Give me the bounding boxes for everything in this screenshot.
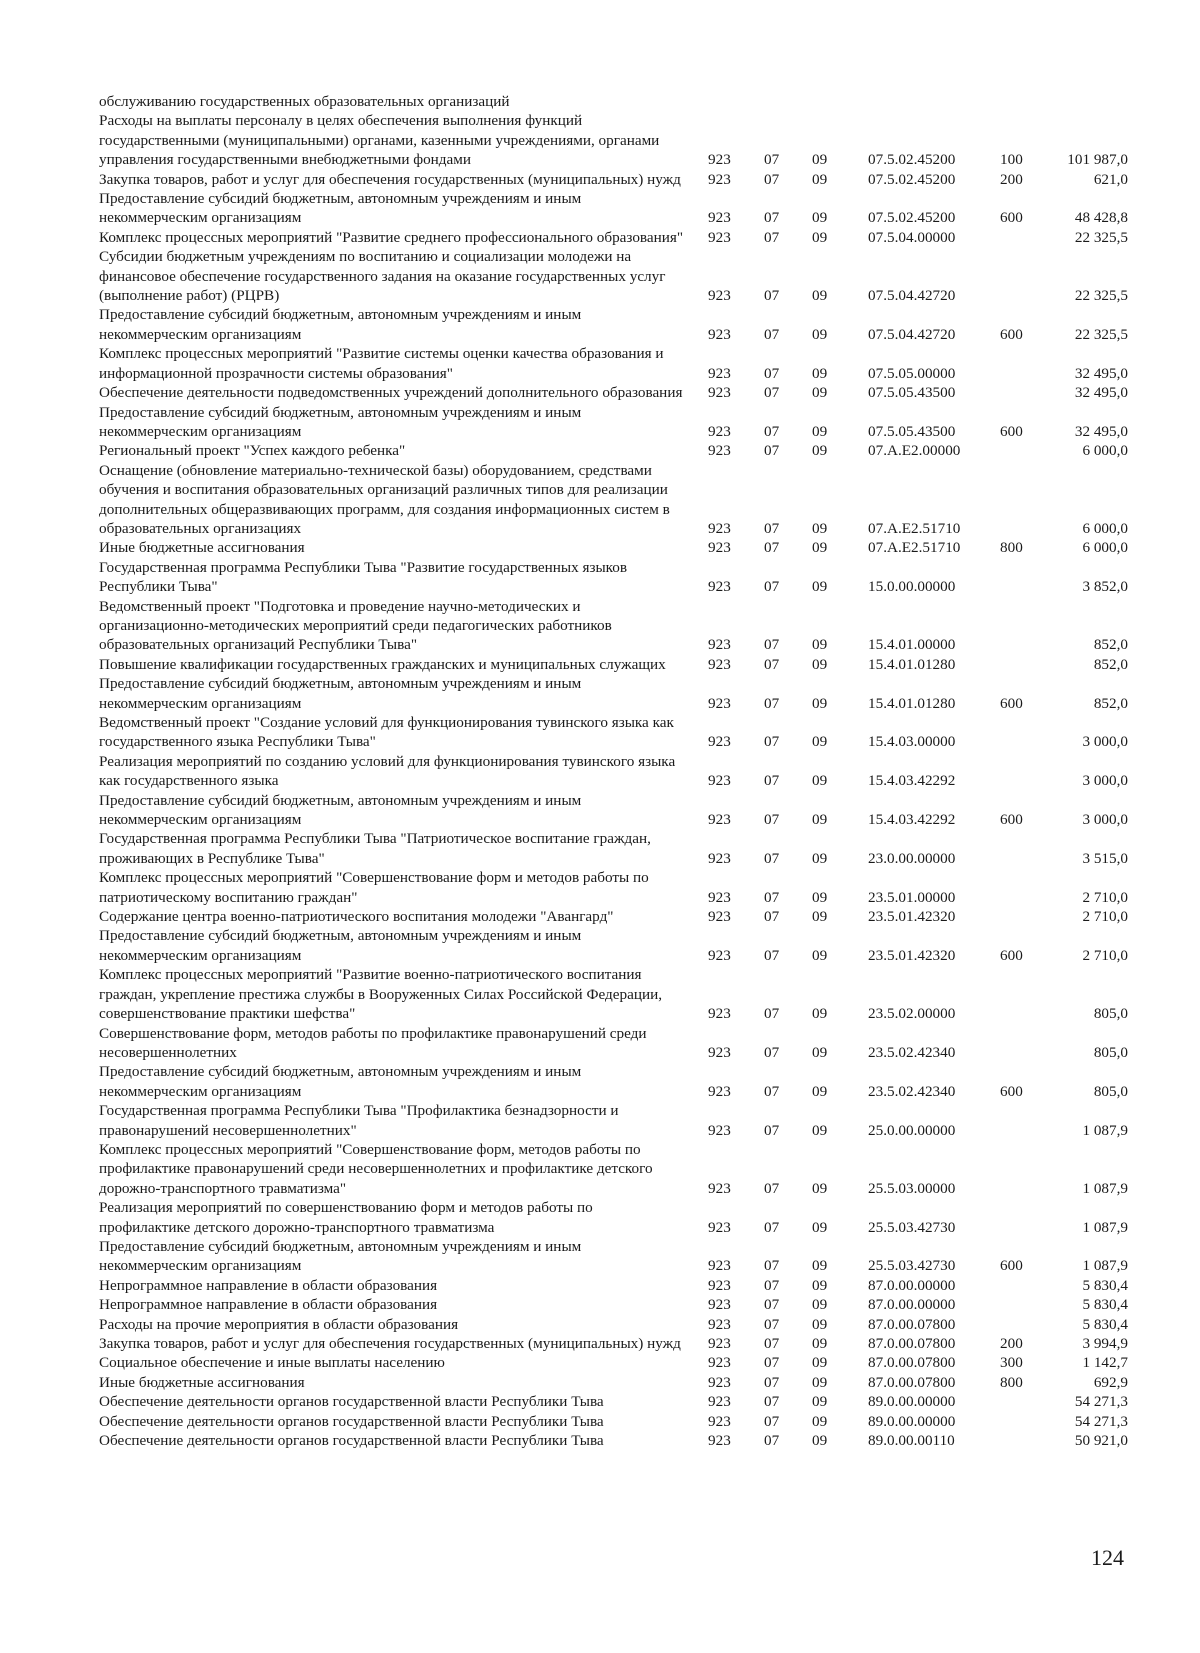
amount: 32 495,0 xyxy=(1074,384,1128,402)
amount: 2 710,0 xyxy=(1082,888,1128,906)
table-row xyxy=(0,228,1200,247)
subsection-code: 09 xyxy=(812,422,828,440)
target-article-code: 23.5.02.00000 xyxy=(868,1005,956,1023)
expense-type-code: 600 xyxy=(1000,811,1023,829)
expense-name: Повышение квалификации государственных гражданских и муниципальных служащих xyxy=(99,655,666,673)
expense-type-code: 600 xyxy=(1000,694,1023,712)
ministry-code: 923 xyxy=(708,1276,731,1294)
subsection-code: 09 xyxy=(812,733,828,751)
expense-name: Иные бюджетные ассигнования xyxy=(99,1373,305,1391)
subsection-code: 09 xyxy=(812,364,828,382)
expense-name: Предоставление субсидий бюджетным, автономным учреждениям и иным некоммерческим организациям xyxy=(99,791,582,829)
target-article-code: 23.5.02.42340 xyxy=(868,1043,956,1061)
expense-name: Ведомственный проект "Создание условий для функционирования тувинского языка как государственного языка Республики Тыва" xyxy=(99,714,674,751)
table-row xyxy=(0,926,1200,965)
subsection-code: 09 xyxy=(812,946,828,964)
target-article-code: 15.4.01.01280 xyxy=(868,655,956,673)
target-article-code: 07.А.Е2.51710 xyxy=(868,539,961,557)
section-code: 07 xyxy=(764,539,780,557)
amount: 1 087,9 xyxy=(1082,1179,1128,1197)
subsection-code: 09 xyxy=(812,1373,828,1391)
section-code: 07 xyxy=(764,364,780,382)
amount: 3 000,0 xyxy=(1082,811,1128,829)
amount: 852,0 xyxy=(1093,655,1128,673)
amount: 6 000,0 xyxy=(1082,442,1128,460)
ministry-code: 923 xyxy=(708,1218,731,1236)
amount: 48 428,8 xyxy=(1074,209,1128,227)
amount: 6 000,0 xyxy=(1082,519,1128,537)
amount: 5 830,4 xyxy=(1082,1296,1128,1314)
ministry-code: 923 xyxy=(708,655,731,673)
subsection-code: 09 xyxy=(812,1082,828,1100)
expense-type-code: 600 xyxy=(1000,325,1023,343)
section-code: 07 xyxy=(764,170,780,188)
table-row xyxy=(0,383,1200,402)
amount: 1 087,9 xyxy=(1082,1218,1128,1236)
expense-type-code: 200 xyxy=(1000,170,1023,188)
expense-type-code: 800 xyxy=(1000,1373,1023,1391)
amount: 2 710,0 xyxy=(1082,946,1128,964)
amount: 621,0 xyxy=(1093,170,1128,188)
subsection-code: 09 xyxy=(812,1005,828,1023)
target-article-code: 87.0.00.00000 xyxy=(868,1296,956,1314)
expense-type-code: 600 xyxy=(1000,1082,1023,1100)
expense-name: Комплекс процессных мероприятий "Развитие военно-патриотического воспитания граждан, укрепление престижа службы в Вооруженных Силах Российской Федерации, совершенствование практики шефства" xyxy=(99,966,662,1023)
table-row xyxy=(0,1334,1200,1353)
ministry-code: 923 xyxy=(708,1373,731,1391)
expense-name: Обеспечение деятельности подведомственных учреждений дополнительного образования xyxy=(99,384,683,402)
subsection-code: 09 xyxy=(812,1043,828,1061)
subsection-code: 09 xyxy=(812,1218,828,1236)
table-row xyxy=(0,1295,1200,1314)
expense-name: Субсидии бюджетным учреждениям по воспитанию и социализации молодежи на финансовое обеспечение государственного задания на оказание государственных услуг (выполнение работ) (РЦРВ) xyxy=(99,248,666,305)
ministry-code: 923 xyxy=(708,209,731,227)
section-code: 07 xyxy=(764,1354,780,1372)
section-code: 07 xyxy=(764,1373,780,1391)
section-code: 07 xyxy=(764,209,780,227)
section-code: 07 xyxy=(764,1276,780,1294)
section-code: 07 xyxy=(764,384,780,402)
table-row xyxy=(0,111,1200,169)
amount: 32 495,0 xyxy=(1074,364,1128,382)
ministry-code: 923 xyxy=(708,442,731,460)
section-code: 07 xyxy=(764,1432,780,1450)
expense-name: Комплекс процессных мероприятий "Совершенствование форм и методов работы по патриотическому воспитанию граждан" xyxy=(99,869,649,906)
subsection-code: 09 xyxy=(812,151,828,169)
amount: 3 994,9 xyxy=(1082,1335,1128,1352)
table-row xyxy=(0,829,1200,868)
amount: 54 271,3 xyxy=(1074,1412,1128,1430)
section-code: 07 xyxy=(764,908,780,926)
subsection-code: 09 xyxy=(812,539,828,557)
ministry-code: 923 xyxy=(708,849,731,867)
amount: 22 325,5 xyxy=(1074,325,1128,343)
subsection-code: 09 xyxy=(812,1121,828,1139)
ministry-code: 923 xyxy=(708,636,731,654)
table-row xyxy=(0,868,1200,907)
subsection-code: 09 xyxy=(812,384,828,402)
amount: 805,0 xyxy=(1093,1082,1128,1100)
expense-name: Обеспечение деятельности органов государственной власти Республики Тыва xyxy=(99,1412,604,1430)
target-article-code: 15.0.00.00000 xyxy=(868,578,956,596)
amount: 5 830,4 xyxy=(1082,1276,1128,1294)
table-row xyxy=(0,1392,1200,1411)
ministry-code: 923 xyxy=(708,1412,731,1430)
subsection-code: 09 xyxy=(812,1296,828,1314)
target-article-code: 07.5.02.45200 xyxy=(868,209,956,227)
table-row xyxy=(0,1198,1200,1237)
table-row xyxy=(0,1315,1200,1334)
amount: 3 000,0 xyxy=(1082,772,1128,790)
section-code: 07 xyxy=(764,1257,780,1275)
expense-name: Предоставление субсидий бюджетным, автономным учреждениям и иным некоммерческим организациям xyxy=(99,306,582,343)
expense-type-code: 300 xyxy=(1000,1354,1023,1372)
expense-name: Комплекс процессных мероприятий "Развитие среднего профессионального образования" xyxy=(99,228,684,246)
subsection-code: 09 xyxy=(812,1335,828,1352)
ministry-code: 923 xyxy=(708,170,731,188)
page-number: 124 xyxy=(1091,1545,1124,1570)
expense-name: Непрограммное направление в области образования xyxy=(99,1276,438,1294)
amount: 32 495,0 xyxy=(1074,422,1128,440)
target-article-code: 15.4.01.01280 xyxy=(868,694,956,712)
expense-type-code: 100 xyxy=(1000,151,1023,169)
section-code: 07 xyxy=(764,1218,780,1236)
table-row xyxy=(0,441,1200,460)
target-article-code: 23.0.00.00000 xyxy=(868,849,956,867)
subsection-code: 09 xyxy=(812,636,828,654)
expense-name: Государственная программа Республики Тыва "Профилактика безнадзорности и правонарушений несовершеннолетних" xyxy=(99,1102,619,1139)
expense-name: Комплекс процессных мероприятий "Развитие системы оценки качества образования и информационной прозрачности системы образования" xyxy=(99,345,664,382)
expense-name: Иные бюджетные ассигнования xyxy=(99,539,305,557)
ministry-code: 923 xyxy=(708,694,731,712)
expense-name: Закупка товаров, работ и услуг для обеспечения государственных (муниципальных) нужд xyxy=(99,1335,681,1352)
ministry-code: 923 xyxy=(708,422,731,440)
section-code: 07 xyxy=(764,1315,780,1333)
expense-name: Непрограммное направление в области образования xyxy=(99,1296,438,1314)
section-code: 07 xyxy=(764,811,780,829)
ministry-code: 923 xyxy=(708,578,731,596)
target-article-code: 15.4.03.42292 xyxy=(868,811,956,829)
amount: 852,0 xyxy=(1093,694,1128,712)
section-code: 07 xyxy=(764,1043,780,1061)
target-article-code: 23.5.02.42340 xyxy=(868,1082,956,1100)
amount: 1 142,7 xyxy=(1082,1354,1128,1372)
section-code: 07 xyxy=(764,849,780,867)
target-article-code: 89.0.00.00000 xyxy=(868,1393,956,1411)
ministry-code: 923 xyxy=(708,539,731,557)
expense-name: Совершенствование форм, методов работы по профилактике правонарушений среди несовершеннолетних xyxy=(99,1024,647,1061)
ministry-code: 923 xyxy=(708,228,731,246)
expense-name: обслуживанию государственных образовательных организаций xyxy=(99,93,510,110)
section-code: 07 xyxy=(764,228,780,246)
table-row xyxy=(0,655,1200,674)
ministry-code: 923 xyxy=(708,325,731,343)
section-code: 07 xyxy=(764,1393,780,1411)
amount: 805,0 xyxy=(1093,1005,1128,1023)
expense-type-code: 600 xyxy=(1000,422,1023,440)
section-code: 07 xyxy=(764,636,780,654)
expense-name: Закупка товаров, работ и услуг для обеспечения государственных (муниципальных) нужд xyxy=(99,170,681,188)
subsection-code: 09 xyxy=(812,655,828,673)
target-article-code: 87.0.00.07800 xyxy=(868,1354,956,1372)
section-code: 07 xyxy=(764,1296,780,1314)
target-article-code: 07.5.05.00000 xyxy=(868,364,956,382)
target-article-code: 87.0.00.07800 xyxy=(868,1315,956,1333)
expense-name: Предоставление субсидий бюджетным, автономным учреждениям и иным некоммерческим организациям xyxy=(99,403,582,440)
table-row xyxy=(0,403,1200,442)
amount: 3 852,0 xyxy=(1082,578,1128,596)
subsection-code: 09 xyxy=(812,1276,828,1294)
amount: 6 000,0 xyxy=(1082,539,1128,557)
amount: 101 987,0 xyxy=(1067,151,1128,169)
amount: 54 271,3 xyxy=(1074,1393,1128,1411)
target-article-code: 25.5.03.42730 xyxy=(868,1257,956,1275)
target-article-code: 87.0.00.07800 xyxy=(868,1373,956,1391)
expense-name: Содержание центра военно-патриотического воспитания молодежи "Авангард" xyxy=(99,908,614,926)
subsection-code: 09 xyxy=(812,908,828,926)
ministry-code: 923 xyxy=(708,772,731,790)
subsection-code: 09 xyxy=(812,325,828,343)
table-row xyxy=(0,538,1200,557)
amount: 3 515,0 xyxy=(1082,849,1128,867)
table-row xyxy=(0,558,1200,597)
ministry-code: 923 xyxy=(708,1121,731,1139)
expense-name: Реализация мероприятий по совершенствованию форм и методов работы по профилактике детского дорожно-транспортного травматизма xyxy=(99,1199,593,1236)
target-article-code: 87.0.00.07800 xyxy=(868,1335,956,1352)
table-row xyxy=(0,344,1200,383)
target-article-code: 15.4.03.42292 xyxy=(868,772,956,790)
expense-type-code: 200 xyxy=(1000,1335,1023,1352)
amount: 22 325,5 xyxy=(1074,287,1128,305)
section-code: 07 xyxy=(764,519,780,537)
amount: 5 830,4 xyxy=(1082,1315,1128,1333)
section-code: 07 xyxy=(764,1412,780,1430)
subsection-code: 09 xyxy=(812,694,828,712)
section-code: 07 xyxy=(764,325,780,343)
amount: 50 921,0 xyxy=(1074,1432,1128,1450)
section-code: 07 xyxy=(764,1005,780,1023)
target-article-code: 07.5.04.42720 xyxy=(868,325,956,343)
table-row xyxy=(0,597,1200,655)
expense-name: Оснащение (обновление материально-технической базы) оборудованием, средствами обучения и воспитания образовательных организаций различных типов для реализации дополнительных общеразвивающих программ, для создания информационных систем в образовательных организациях xyxy=(99,461,670,537)
table-row xyxy=(0,1412,1200,1431)
budget-table xyxy=(0,92,1200,1450)
subsection-code: 09 xyxy=(812,209,828,227)
table-row xyxy=(0,170,1200,189)
section-code: 07 xyxy=(764,422,780,440)
amount: 1 087,9 xyxy=(1082,1121,1128,1139)
amount: 805,0 xyxy=(1093,1043,1128,1061)
subsection-code: 09 xyxy=(812,1257,828,1275)
expense-name: Государственная программа Республики Тыва "Развитие государственных языков Республики Тыва" xyxy=(99,558,628,596)
target-article-code: 25.5.03.00000 xyxy=(868,1179,956,1197)
expense-name: Предоставление субсидий бюджетным, автономным учреждениям и иным некоммерческим организациям xyxy=(99,1063,582,1100)
amount: 3 000,0 xyxy=(1082,733,1128,751)
table-row xyxy=(0,92,1200,111)
ministry-code: 923 xyxy=(708,811,731,829)
subsection-code: 09 xyxy=(812,170,828,188)
table-row xyxy=(0,1373,1200,1392)
target-article-code: 23.5.01.42320 xyxy=(868,946,956,964)
subsection-code: 09 xyxy=(812,228,828,246)
target-article-code: 23.5.01.42320 xyxy=(868,908,956,926)
target-article-code: 15.4.01.00000 xyxy=(868,636,956,654)
target-article-code: 15.4.03.00000 xyxy=(868,733,956,751)
expense-type-code: 600 xyxy=(1000,209,1023,227)
table-row xyxy=(0,305,1200,344)
subsection-code: 09 xyxy=(812,519,828,537)
subsection-code: 09 xyxy=(812,1179,828,1197)
expense-name: Ведомственный проект "Подготовка и проведение научно-методических и организационно-методических мероприятий среди педагогических работников образовательных организаций Республики Тыва" xyxy=(99,597,612,654)
ministry-code: 923 xyxy=(708,888,731,906)
section-code: 07 xyxy=(764,1121,780,1139)
subsection-code: 09 xyxy=(812,1315,828,1333)
target-article-code: 89.0.00.00110 xyxy=(868,1432,955,1450)
ministry-code: 923 xyxy=(708,1315,731,1333)
table-row xyxy=(0,189,1200,228)
ministry-code: 923 xyxy=(708,1432,731,1450)
target-article-code: 23.5.01.00000 xyxy=(868,888,956,906)
table-row xyxy=(0,1431,1200,1450)
subsection-code: 09 xyxy=(812,442,828,460)
subsection-code: 09 xyxy=(812,888,828,906)
ministry-code: 923 xyxy=(708,384,731,402)
target-article-code: 07.5.04.42720 xyxy=(868,287,956,305)
expense-name: Расходы на прочие мероприятия в области образования xyxy=(99,1315,459,1333)
section-code: 07 xyxy=(764,694,780,712)
target-article-code: 07.5.04.00000 xyxy=(868,228,956,246)
amount: 852,0 xyxy=(1093,636,1128,654)
table-row xyxy=(0,461,1200,539)
table-row xyxy=(0,791,1200,830)
section-code: 07 xyxy=(764,888,780,906)
table-row xyxy=(0,713,1200,752)
target-article-code: 07.5.02.45200 xyxy=(868,170,956,188)
ministry-code: 923 xyxy=(708,733,731,751)
amount: 692,9 xyxy=(1093,1373,1128,1391)
target-article-code: 07.А.Е2.51710 xyxy=(868,519,961,537)
amount: 22 325,5 xyxy=(1074,228,1128,246)
subsection-code: 09 xyxy=(812,1354,828,1372)
subsection-code: 09 xyxy=(812,287,828,305)
section-code: 07 xyxy=(764,1082,780,1100)
target-article-code: 07.А.Е2.00000 xyxy=(868,442,961,460)
subsection-code: 09 xyxy=(812,578,828,596)
target-article-code: 07.5.05.43500 xyxy=(868,384,956,402)
expense-name: Комплекс процессных мероприятий "Совершенствование форм, методов работы по профилактике правонарушений среди несовершеннолетних и профилактике детского дорожно-транспортного травматизма" xyxy=(99,1140,653,1197)
ministry-code: 923 xyxy=(708,1179,731,1197)
amount: 1 087,9 xyxy=(1082,1257,1128,1275)
expense-name: Обеспечение деятельности органов государственной власти Республики Тыва xyxy=(99,1393,604,1411)
section-code: 07 xyxy=(764,655,780,673)
subsection-code: 09 xyxy=(812,1412,828,1430)
ministry-code: 923 xyxy=(708,1296,731,1314)
ministry-code: 923 xyxy=(708,1335,731,1352)
table-row xyxy=(0,1237,1200,1276)
ministry-code: 923 xyxy=(708,364,731,382)
ministry-code: 923 xyxy=(708,1257,731,1275)
table-row xyxy=(0,1062,1200,1101)
section-code: 07 xyxy=(764,1179,780,1197)
expense-name: Социальное обеспечение и иные выплаты населению xyxy=(99,1354,445,1372)
expense-type-code: 800 xyxy=(1000,539,1023,557)
target-article-code: 07.5.05.43500 xyxy=(868,422,956,440)
expense-type-code: 600 xyxy=(1000,1257,1023,1275)
expense-name: Предоставление субсидий бюджетным, автономным учреждениям и иным некоммерческим организациям xyxy=(99,190,582,227)
table-row xyxy=(0,247,1200,305)
expense-name: Предоставление субсидий бюджетным, автономным учреждениям и иным некоммерческим организациям xyxy=(99,927,582,964)
table-row xyxy=(0,965,1200,1023)
ministry-code: 923 xyxy=(708,287,731,305)
table-row xyxy=(0,1276,1200,1295)
section-code: 07 xyxy=(764,151,780,169)
table-row xyxy=(0,752,1200,791)
section-code: 07 xyxy=(764,442,780,460)
table-row xyxy=(0,674,1200,713)
expense-type-code: 600 xyxy=(1000,946,1023,964)
target-article-code: 25.0.00.00000 xyxy=(868,1121,956,1139)
subsection-code: 09 xyxy=(812,849,828,867)
table-row xyxy=(0,907,1200,926)
expense-name: Государственная программа Республики Тыва "Патриотическое воспитание граждан, проживающих в Республике Тыва" xyxy=(99,830,651,867)
subsection-code: 09 xyxy=(812,772,828,790)
ministry-code: 923 xyxy=(708,1082,731,1100)
subsection-code: 09 xyxy=(812,811,828,829)
section-code: 07 xyxy=(764,772,780,790)
expense-name: Предоставление субсидий бюджетным, автономным учреждениям и иным некоммерческим организациям xyxy=(99,675,582,712)
expense-name: Региональный проект "Успех каждого ребенка" xyxy=(99,442,406,460)
target-article-code: 87.0.00.00000 xyxy=(868,1276,956,1294)
ministry-code: 923 xyxy=(708,151,731,169)
subsection-code: 09 xyxy=(812,1393,828,1411)
section-code: 07 xyxy=(764,1335,780,1352)
amount: 2 710,0 xyxy=(1082,908,1128,926)
ministry-code: 923 xyxy=(708,1354,731,1372)
subsection-code: 09 xyxy=(812,1432,828,1450)
ministry-code: 923 xyxy=(708,1005,731,1023)
section-code: 07 xyxy=(764,946,780,964)
target-article-code: 89.0.00.00000 xyxy=(868,1412,956,1430)
table-row xyxy=(0,1024,1200,1063)
table-row xyxy=(0,1140,1200,1198)
expense-name: Предоставление субсидий бюджетным, автономным учреждениям и иным некоммерческим организациям xyxy=(99,1237,582,1275)
section-code: 07 xyxy=(764,578,780,596)
section-code: 07 xyxy=(764,287,780,305)
table-row xyxy=(0,1353,1200,1372)
ministry-code: 923 xyxy=(708,908,731,926)
table-row xyxy=(0,1101,1200,1140)
expense-name: Расходы на выплаты персоналу в целях обеспечения выполнения функций государственными (муниципальными) органами, казенными учреждениями, органами управления государственными внебюджетными фондами xyxy=(99,112,660,169)
target-article-code: 25.5.03.42730 xyxy=(868,1218,956,1236)
ministry-code: 923 xyxy=(708,1393,731,1411)
section-code: 07 xyxy=(764,733,780,751)
ministry-code: 923 xyxy=(708,946,731,964)
expense-name: Реализация мероприятий по созданию условий для функционирования тувинского языка как государственного языка xyxy=(99,752,676,790)
expense-name: Обеспечение деятельности органов государственной власти Республики Тыва xyxy=(99,1432,604,1450)
target-article-code: 07.5.02.45200 xyxy=(868,151,956,169)
ministry-code: 923 xyxy=(708,1043,731,1061)
ministry-code: 923 xyxy=(708,519,731,537)
